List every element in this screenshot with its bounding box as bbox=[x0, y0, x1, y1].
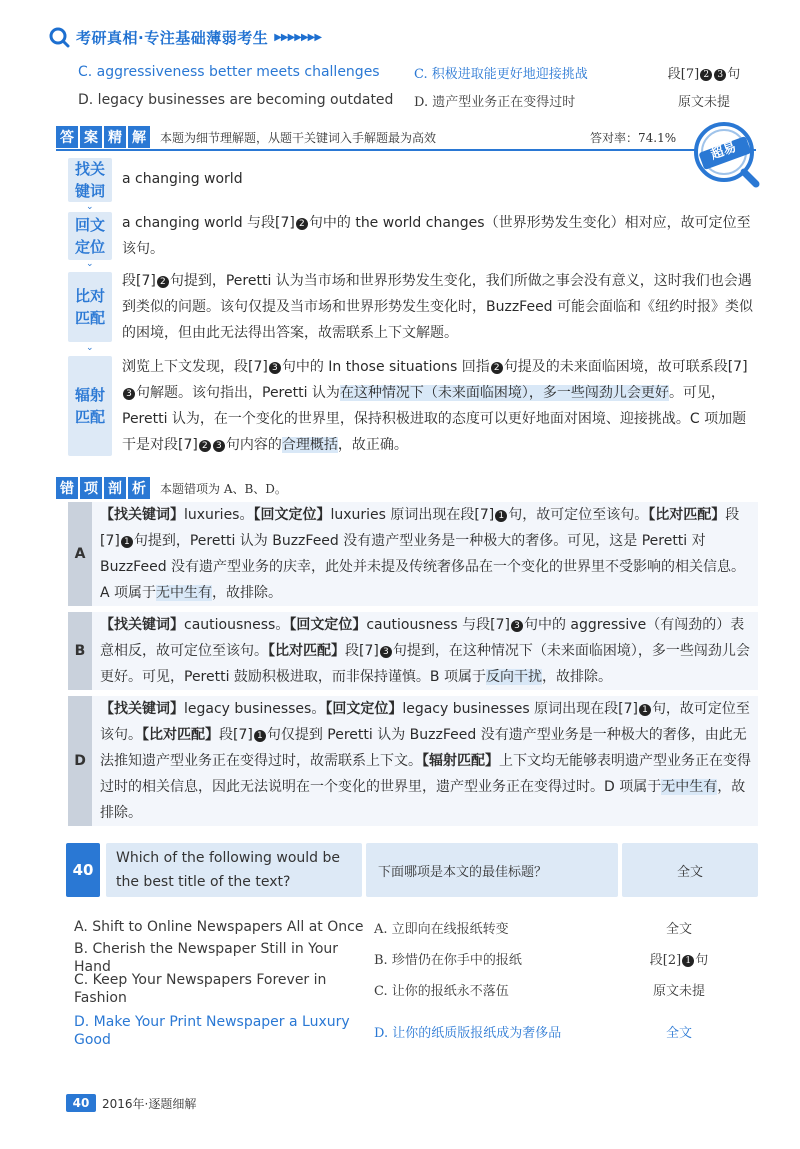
error-tag: 析 bbox=[128, 477, 150, 499]
text-run: 句提及的未来面临困境，故可联系段[7] bbox=[503, 359, 748, 375]
sentence-number-icon: 1 bbox=[121, 536, 133, 548]
text-run: 段[7] bbox=[122, 273, 156, 289]
error-tag: 错 bbox=[56, 477, 78, 499]
magnifier-logo-icon bbox=[48, 26, 70, 48]
text-run: ，故排除。 bbox=[542, 669, 612, 685]
text-run: luxuries 原词出现在段[7] bbox=[330, 507, 495, 523]
step-label-keyword bbox=[68, 158, 112, 202]
text-run: legacy businesses 原词出现在段[7] bbox=[402, 701, 638, 717]
highlighted-text: 反向干扰 bbox=[486, 669, 542, 685]
sentence-number-icon: 1 bbox=[682, 955, 694, 967]
analysis-tag: 案 bbox=[80, 126, 102, 148]
step-label-line: 匹配 bbox=[74, 408, 105, 426]
text-run: a changing world 与段[7] bbox=[122, 215, 295, 231]
step-label-line: 回文 bbox=[74, 216, 105, 234]
analysis-tag: 解 bbox=[128, 126, 150, 148]
keyword-tag: 【回文定位】 bbox=[325, 701, 403, 717]
text-run: 段[7] bbox=[345, 643, 379, 659]
answer-en: A. Shift to Online Newspapers All at Once bbox=[74, 919, 364, 935]
text-run: legacy businesses。 bbox=[184, 701, 326, 717]
sentence-number-icon: 2 bbox=[491, 362, 503, 374]
analysis-tag-group bbox=[56, 126, 152, 148]
option-row-d bbox=[78, 88, 758, 112]
option-en: C. aggressiveness better meets challenges bbox=[78, 64, 380, 80]
answer-row-c bbox=[74, 972, 764, 1006]
answer-row-b bbox=[74, 941, 764, 975]
highlighted-text: 在这种情况下（未来面临困境），多一些闯劲儿会更好 bbox=[339, 385, 669, 401]
sentence-number-icon: 3 bbox=[714, 69, 726, 81]
highlighted-text: 合理概括 bbox=[281, 437, 338, 453]
chevron-down-icon: ⌄ bbox=[86, 259, 94, 269]
step-text-compare bbox=[122, 268, 758, 346]
answer-row-a bbox=[74, 916, 764, 938]
keyword-tag: 【比对匹配】 bbox=[648, 507, 726, 523]
text-run: 句中的 the world changes（世界形势发生变化）相对应，故可定位至该句。 bbox=[122, 215, 751, 257]
error-note: 本题错项为 A、B、D。 bbox=[160, 482, 287, 496]
error-block-b bbox=[68, 612, 758, 690]
sentence-number-icon: 3 bbox=[123, 388, 135, 400]
text-run: 上下文均无能够表明遗产型业务正在变得过时的相关信息，因此无法说明在一个变化的世界里，遗产型业务正在变得过时。D 项属于 bbox=[100, 753, 751, 795]
keyword-tag: 【比对匹配】 bbox=[268, 643, 345, 659]
error-letter: B bbox=[68, 612, 92, 690]
source-suffix: 句 bbox=[727, 66, 741, 82]
option-source: 原文未提 bbox=[677, 94, 730, 110]
highlighted-text: 无中生有 bbox=[156, 585, 213, 601]
text-run: 句，故可定位至该句。 bbox=[100, 701, 750, 743]
analysis-note: 本题为细节理解题，从题干关键词入手解题最为高效 bbox=[160, 131, 437, 145]
error-tag-group bbox=[56, 477, 152, 499]
step-text-locate bbox=[122, 210, 758, 262]
text-run: ，故排除。 bbox=[100, 779, 746, 821]
step-label-compare bbox=[68, 272, 112, 342]
answer-source: 全文 bbox=[665, 921, 692, 937]
step-text-keyword: a changing world bbox=[122, 171, 243, 187]
text-run: 句仅提到 Peretti 认为 BuzzFeed 没有遗产型业务是一种极大的奢侈，由此无法推知遗产型业务正在变得过时，故需联系上下文。 bbox=[100, 727, 747, 769]
text-run: ，故排除。 bbox=[212, 585, 283, 601]
keyword-tag: 【找关键词】 bbox=[100, 617, 184, 633]
answer-zh: B. 珍惜仍在你手中的报纸 bbox=[374, 952, 522, 968]
text-run: cautiousness。 bbox=[184, 617, 290, 633]
text-run: 句提到，Peretti 认为当市场和世界形势发生变化，我们所做之事会没有意义，这时我们也会遇到类似的问题。该句仅提及当市场和世界形势发生变化时，BuzzFeed 可能会面临和《纽约时报》类似的困境，但由此无法得出答案，故需联系上下文解题。 bbox=[122, 273, 754, 341]
chevron-down-icon: ⌄ bbox=[86, 202, 94, 212]
text-run: 句提到，在这种情况下（未来面临困境），多一些闯劲儿会更好。可见，Peretti 鼓励积极进取，而非保持谨慎。B 项属于 bbox=[100, 643, 750, 685]
text-run: 浏览上下文发现，段[7] bbox=[122, 359, 268, 375]
keyword-tag: 【辐射匹配】 bbox=[422, 753, 499, 769]
footer-text: 2016年·逐题细解 bbox=[102, 1096, 197, 1111]
step-text-radiate bbox=[122, 354, 758, 458]
answer-row-d bbox=[74, 1012, 764, 1050]
sentence-number-icon: 3 bbox=[511, 620, 523, 632]
analysis-divider bbox=[56, 149, 756, 151]
answer-en: D. Make Your Print Newspaper a Luxury Good bbox=[74, 1014, 350, 1048]
error-letter: D bbox=[68, 696, 92, 826]
sentence-number-icon: 2 bbox=[157, 276, 169, 288]
error-text bbox=[100, 612, 754, 690]
keyword-tag: 【回文定位】 bbox=[253, 507, 331, 523]
step-label-line: 匹配 bbox=[74, 309, 105, 327]
sentence-number-icon: 2 bbox=[296, 218, 308, 230]
text-run: 句中的 aggressive（有闯劲的）表意相反，故可定位至该句。 bbox=[100, 617, 745, 659]
analysis-header bbox=[56, 124, 756, 150]
error-tag: 项 bbox=[80, 477, 102, 499]
answer-en: B. Cherish the Newspaper Still in Your Hand bbox=[74, 941, 339, 975]
step-label-locate bbox=[68, 212, 112, 260]
keyword-tag: 【找关键词】 bbox=[100, 701, 184, 717]
text-run: ，故正确。 bbox=[337, 437, 408, 453]
source-prefix: 段[7] bbox=[667, 66, 700, 82]
header-title: 考研真相·专注基础薄弱考生 bbox=[76, 28, 269, 47]
text-run: luxuries。 bbox=[184, 507, 254, 523]
header-arrows: ▶▶▶▶▶▶▶ bbox=[274, 31, 322, 43]
step-label-line: 比对 bbox=[74, 287, 105, 305]
answer-source bbox=[604, 949, 754, 968]
question-source: 全文 bbox=[622, 843, 758, 897]
text-run: 段[7] bbox=[100, 507, 740, 549]
error-text bbox=[100, 502, 754, 606]
sentence-number-icon: 3 bbox=[269, 362, 281, 374]
option-zh: D. 遗产型业务正在变得过时 bbox=[414, 94, 576, 110]
error-block-d bbox=[68, 696, 758, 826]
keyword-tag: 【比对匹配】 bbox=[142, 727, 219, 743]
sentence-number-icon: 1 bbox=[254, 730, 266, 742]
error-text bbox=[100, 696, 754, 826]
step-label-radiate bbox=[68, 356, 112, 456]
text-run: 句提到，Peretti 认为 BuzzFeed 没有遗产型业务是一种极大的奢侈。可见，这是 Peretti 对 BuzzFeed 没有遗产型业务的庆幸，此处并未提及传统奢侈品在一个变化的世界里不受影响的相关信息。A 项属于 bbox=[100, 533, 746, 601]
text-run: 句中的 In those situations 回指 bbox=[281, 359, 490, 375]
error-letter: A bbox=[68, 502, 92, 606]
text-run: cautiousness 与段[7] bbox=[366, 617, 510, 633]
step-label-line: 定位 bbox=[74, 238, 105, 256]
step-label-line: 找关 bbox=[74, 160, 105, 178]
option-zh: C. 积极进取能更好地迎接挑战 bbox=[414, 66, 588, 82]
sentence-number-icon: 1 bbox=[495, 510, 507, 522]
error-analysis-header bbox=[56, 475, 756, 499]
text-run: 句解题。该句指出，Peretti 认为 bbox=[136, 385, 340, 401]
source-prefix: 段[2] bbox=[649, 952, 682, 968]
highlighted-text: 无中生有 bbox=[661, 779, 718, 795]
sentence-number-icon: 3 bbox=[380, 646, 392, 658]
text-run: 句内容的 bbox=[225, 437, 282, 453]
error-block-a bbox=[68, 502, 758, 606]
page-footer bbox=[66, 1094, 196, 1112]
error-tag: 剖 bbox=[104, 477, 126, 499]
sentence-number-icon: 3 bbox=[213, 440, 225, 452]
step-label-line: 键词 bbox=[74, 182, 105, 200]
page-number: 40 bbox=[66, 1094, 96, 1112]
question-zh: 下面哪项是本文的最佳标题？ bbox=[366, 843, 618, 897]
source-suffix: 句 bbox=[695, 952, 709, 968]
option-source bbox=[650, 63, 758, 82]
answer-zh: A. 立即向在线报纸转变 bbox=[374, 921, 509, 937]
answer-en: C. Keep Your Newspapers Forever in Fashion bbox=[74, 972, 327, 1006]
text-run: 句，故可定位至该句。 bbox=[508, 507, 649, 523]
answer-source: 原文未提 bbox=[652, 983, 705, 999]
accuracy-rate: 答对率：74.1% bbox=[590, 131, 677, 145]
page-header bbox=[48, 26, 321, 48]
difficulty-badge-text: 超易 bbox=[708, 139, 739, 163]
keyword-tag: 【回文定位】 bbox=[289, 617, 367, 633]
option-en: D. legacy businesses are becoming outdated bbox=[78, 92, 394, 108]
sentence-number-icon: 1 bbox=[639, 704, 651, 716]
text-run: 段[7] bbox=[219, 727, 253, 743]
question-number: 40 bbox=[66, 843, 100, 897]
answer-zh: D. 让你的纸质版报纸成为奢侈品 bbox=[374, 1025, 562, 1041]
answer-zh: C. 让你的报纸永不落伍 bbox=[374, 983, 509, 999]
analysis-tag: 答 bbox=[56, 126, 78, 148]
sentence-number-icon: 2 bbox=[199, 440, 211, 452]
text-run: 。可见，Peretti 认为，在一个变化的世界里，保持积极进取的态度可以更好地面对困境、迎接挑战。C 项加题干是对段[7] bbox=[122, 385, 747, 453]
option-row-c bbox=[78, 60, 758, 84]
question-en: Which of the following would be the best title of the text? bbox=[106, 843, 362, 897]
answer-source: 全文 bbox=[665, 1025, 692, 1041]
analysis-tag: 精 bbox=[104, 126, 126, 148]
chevron-down-icon: ⌄ bbox=[86, 343, 94, 353]
keyword-tag: 【找关键词】 bbox=[100, 507, 184, 523]
step-label-line: 辐射 bbox=[74, 386, 105, 404]
sentence-number-icon: 2 bbox=[700, 69, 712, 81]
